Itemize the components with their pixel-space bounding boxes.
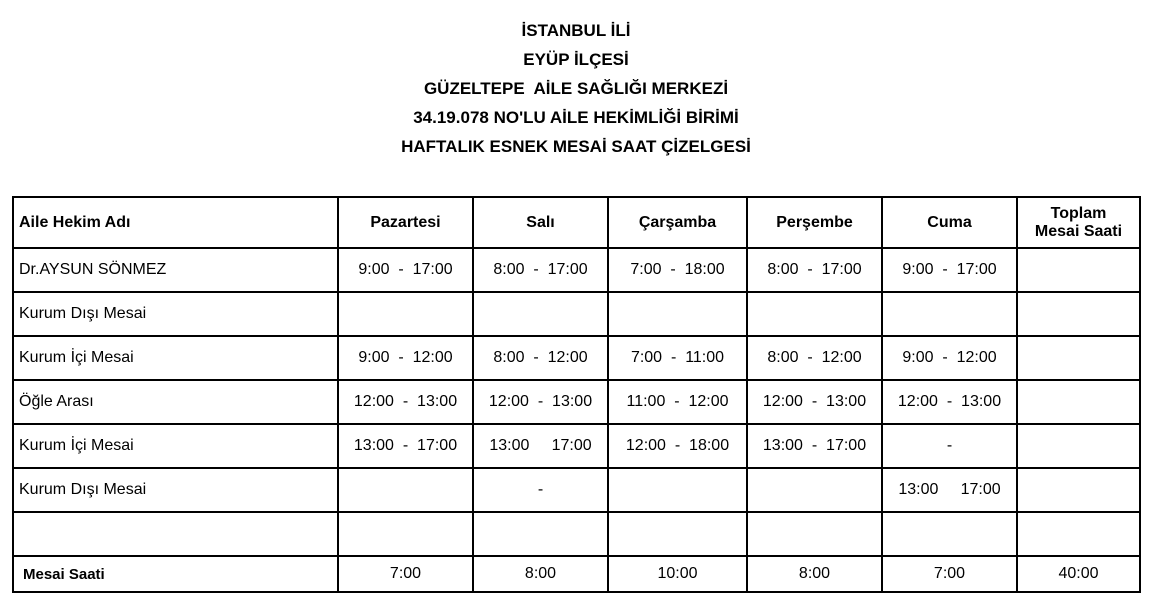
footer-friday: 7:00 [882, 556, 1017, 592]
title-line-health-center: GÜZELTEPE AİLE SAĞLIĞI MERKEZİ [423, 79, 729, 98]
cell-friday: 9:00 - 12:00 [882, 336, 1017, 380]
footer-tuesday: 8:00 [473, 556, 608, 592]
cell-tuesday [473, 512, 608, 556]
row-label [13, 512, 338, 556]
cell-friday: 12:00 - 13:00 [882, 380, 1017, 424]
table-row [13, 336, 1140, 380]
header-monday: Pazartesi [338, 197, 473, 248]
cell-total [1017, 336, 1140, 380]
cell-wednesday: 12:00 - 18:00 [608, 424, 747, 468]
footer-row [13, 556, 1140, 592]
footer-total: 40:00 [1017, 556, 1140, 592]
row-label: Öğle Arası [13, 380, 338, 424]
cell-total [1017, 468, 1140, 512]
table-row [13, 248, 1140, 292]
header-row [13, 197, 1140, 248]
cell-monday [338, 468, 473, 512]
cell-thursday: 8:00 - 17:00 [747, 248, 882, 292]
cell-friday: 9:00 - 17:00 [882, 248, 1017, 292]
cell-monday: 13:00 - 17:00 [338, 424, 473, 468]
cell-tuesday: 8:00 - 12:00 [473, 336, 608, 380]
cell-monday: 9:00 - 12:00 [338, 336, 473, 380]
cell-tuesday [473, 292, 608, 336]
header-tuesday: Salı [473, 197, 608, 248]
cell-total [1017, 292, 1140, 336]
cell-total [1017, 248, 1140, 292]
cell-friday [882, 292, 1017, 336]
cell-thursday [747, 512, 882, 556]
title-line-province: İSTANBUL İLİ [521, 21, 631, 40]
cell-thursday [747, 468, 882, 512]
cell-wednesday: 7:00 - 18:00 [608, 248, 747, 292]
cell-tuesday: 12:00 - 13:00 [473, 380, 608, 424]
cell-thursday: 13:00 - 17:00 [747, 424, 882, 468]
cell-total [1017, 512, 1140, 556]
cell-thursday: 8:00 - 12:00 [747, 336, 882, 380]
document-title [0, 16, 1152, 161]
cell-thursday: 12:00 - 13:00 [747, 380, 882, 424]
footer-label: Mesai Saati [13, 556, 338, 592]
header-total-line2: Mesai Saati [1034, 222, 1123, 240]
header-friday: Cuma [882, 197, 1017, 248]
cell-tuesday: - [473, 468, 608, 512]
header-total-hours [1017, 197, 1140, 248]
cell-monday [338, 512, 473, 556]
cell-friday [882, 512, 1017, 556]
schedule-table [12, 196, 1141, 593]
cell-wednesday: 7:00 - 11:00 [608, 336, 747, 380]
cell-thursday [747, 292, 882, 336]
header-total-line1: Toplam [1050, 204, 1107, 222]
cell-total [1017, 380, 1140, 424]
cell-wednesday [608, 468, 747, 512]
cell-wednesday: 11:00 - 12:00 [608, 380, 747, 424]
row-label: Kurum Dışı Mesai [13, 468, 338, 512]
cell-tuesday: 13:00 17:00 [473, 424, 608, 468]
cell-friday: - [882, 424, 1017, 468]
table-row [13, 380, 1140, 424]
title-line-unit: 34.19.078 NO'LU AİLE HEKİMLİĞİ BİRİMİ [413, 108, 739, 127]
title-line-schedule: HAFTALIK ESNEK MESAİ SAAT ÇİZELGESİ [401, 137, 751, 156]
header-doctor-name: Aile Hekim Adı [13, 197, 338, 248]
row-label: Kurum Dışı Mesai [13, 292, 338, 336]
row-label: Kurum İçi Mesai [13, 336, 338, 380]
table-row [13, 468, 1140, 512]
row-label: Kurum İçi Mesai [13, 424, 338, 468]
header-thursday: Perşembe [747, 197, 882, 248]
cell-monday: 9:00 - 17:00 [338, 248, 473, 292]
cell-wednesday [608, 292, 747, 336]
row-label: Dr.AYSUN SÖNMEZ [13, 248, 338, 292]
title-line-district: EYÜP İLÇESİ [523, 50, 629, 69]
cell-friday: 13:00 17:00 [882, 468, 1017, 512]
table-row [13, 292, 1140, 336]
cell-wednesday [608, 512, 747, 556]
table-row [13, 424, 1140, 468]
cell-total [1017, 424, 1140, 468]
footer-wednesday: 10:00 [608, 556, 747, 592]
cell-monday [338, 292, 473, 336]
footer-thursday: 8:00 [747, 556, 882, 592]
footer-monday: 7:00 [338, 556, 473, 592]
cell-monday: 12:00 - 13:00 [338, 380, 473, 424]
table-row [13, 512, 1140, 556]
header-wednesday: Çarşamba [608, 197, 747, 248]
cell-tuesday: 8:00 - 17:00 [473, 248, 608, 292]
